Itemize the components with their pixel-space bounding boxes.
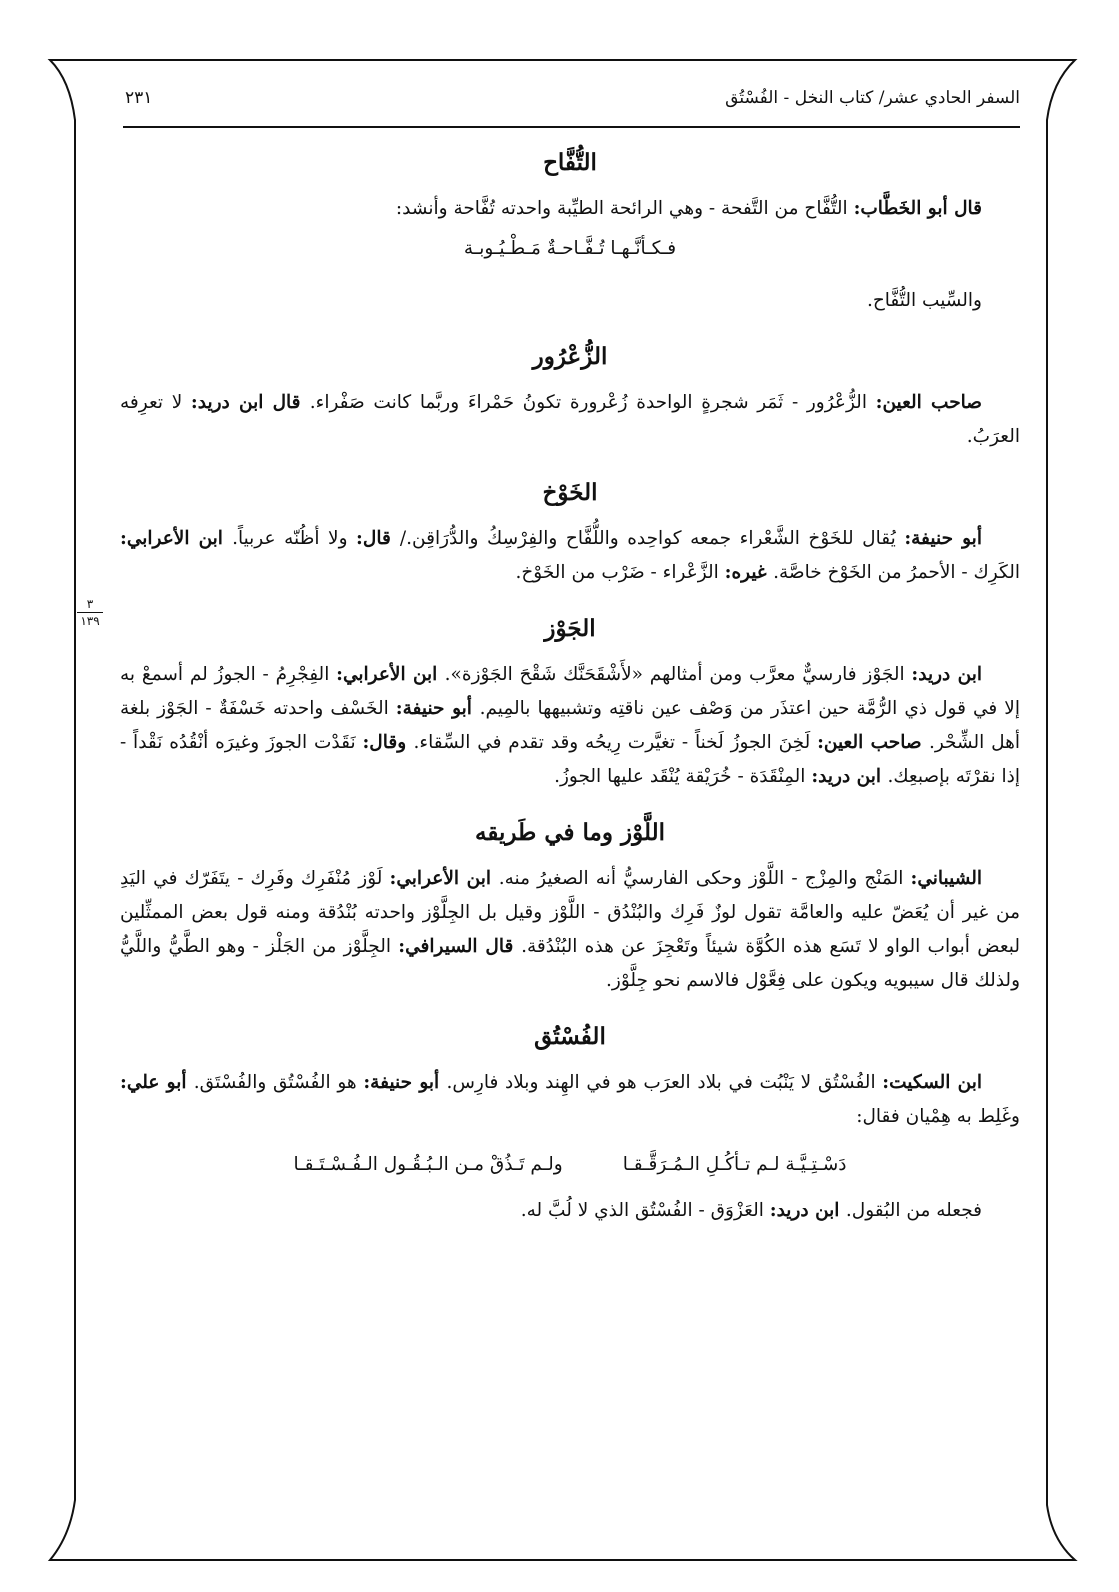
entry-text: الخَسْف واحدته خَسْفَةٌ - الجَوْز بلغة أهل الشِّحْر. <box>120 698 1020 753</box>
entry-paragraph <box>120 658 1020 794</box>
entry-paragraph <box>120 862 1020 998</box>
verse-hemistich-right: دَسْـتِـيَّـة لـم تـأكُـلِ الـمُـرَقَّـقـا <box>622 1154 847 1175</box>
speaker-name: ابن الأعرابي: <box>389 868 499 889</box>
entry-text: الفُسْتُق لا يَنْبُت في بلاد العرَب هو في الهِند وبلاد فارِس. <box>446 1072 883 1093</box>
page-number: ٢٣١ <box>125 88 153 108</box>
section-heading-tuffah: التُّفَّاح <box>543 149 597 176</box>
speaker-name: أبو حنيفة: <box>904 528 982 549</box>
entry-text: هو الفُسْتُق والفُسْتَق. <box>193 1072 364 1093</box>
marginal-ref-denominator: ١٣٩ <box>80 614 100 628</box>
entry-text: المَنْج والمِزْج - اللَّوْز وحكى الفارسيُّ أنه الصغيرُ منه. <box>498 868 911 889</box>
section-heading-jawz: الجَوْز <box>544 615 596 642</box>
speaker-name: قال ابن دريد: <box>190 392 310 413</box>
entry-text: المِنْقَدَة - خُرَيْقة يُنْقَد عليها الجوزُ. <box>554 766 812 787</box>
page-body <box>120 140 1020 1540</box>
entry-text: يُقال للخَوْخ الشَّعْراء جمعه كواحِده واللُّفَّاح والفِرْسِكُ والدُّرَاقِن./ <box>399 528 905 549</box>
verse-hemistich-left: ولـم تَـذُقْ مـن الـبُـقُـول الـفُـسْـتَـقـا <box>293 1154 563 1175</box>
speaker-name: غيره: <box>724 562 774 583</box>
speaker-name: قال: <box>356 528 400 549</box>
running-head <box>125 88 1020 118</box>
section-heading-khawkh: الخَوْخ <box>542 479 598 506</box>
speaker-name: ابن الأعرابي: <box>336 664 445 685</box>
entry-text: فجعله من البُقول. <box>845 1200 982 1221</box>
verse-couplet <box>120 1148 1020 1182</box>
entry-paragraph <box>120 1194 1020 1228</box>
speaker-name: ابن الأعرابي: <box>120 528 233 549</box>
entry-text: لَوْز مُنْفَرِك وفَرِك - يتَفَرّك في اليَدِ من غير أن يُعَضّ عليه والعامَّة تقول لوزٌ فَرِك والبُنْدُق - اللَّوْز وقيل بل الجِلَّوْز واحدته بُنْدُقة ومنه قول بعض الممثِّلين لبعض أبواب الواو لا تَسَع هذه الكُوَّة شيئاً وتَعْجِزَ عن هذه البُنْدُقة. <box>120 868 1020 957</box>
entry-text: وغَلِط به هِمْيان فقال: <box>856 1106 1020 1127</box>
section-heading-zurur: الزُّعْرُور <box>532 343 608 370</box>
verse-line: فـكـأنَّـهـا تُـفَّـاحـةٌ مَـطْـيُـوبـة <box>463 238 677 259</box>
header-rule <box>123 126 1020 128</box>
marginal-ref-rule <box>77 612 103 613</box>
entry-paragraph <box>120 386 1020 454</box>
entry-paragraph <box>120 192 1020 226</box>
entry-text: العَزْوَق - الفُسْتُق الذي لا لُبَّ له. <box>520 1200 770 1221</box>
marginal-reference <box>73 597 107 628</box>
entry-text: التُّفَّاح من التَّفحة - وهي الرائحة الطيِّبة واحدته تُفَّاحة وأنشد: <box>395 198 854 219</box>
speaker-name: قال أبو الخَطَّاب: <box>853 198 982 219</box>
speaker-name: ابن دريد: <box>811 766 888 787</box>
entry-paragraph: والسِّيب التُّفَّاح. <box>866 290 982 311</box>
speaker-name: أبو علي: <box>120 1072 194 1093</box>
entry-paragraph <box>120 1066 1020 1134</box>
entry-text: لا تعرِفه العرَبُ. <box>120 392 1020 447</box>
entry-text: الفِجْرِمُ - الجوزُ لم أسمعْ به إلا في قول ذي الرُّمَّة حين اعتذَر من وَصْف عين ناقتِه وتشبيهها بالمِيم. <box>120 664 1020 719</box>
section-heading-lawz: اللَّوْز وما في طَريقه <box>475 819 665 846</box>
entry-text: ولا أظُنّه عربياً. <box>232 528 357 549</box>
speaker-name: وقال: <box>362 732 414 753</box>
entry-paragraph <box>120 522 1020 590</box>
speaker-name: ابن السكيت: <box>882 1072 983 1093</box>
entry-text: نَقَدْت الجوزَ وغيرَه أنْقُدُه نَقْداً - إذا نقرْتَه بإصبعِك. <box>120 732 1020 787</box>
speaker-name: قال السيرافي: <box>398 936 522 957</box>
marginal-ref-numerator: ٣ <box>86 597 94 611</box>
entry-text: الجِلَّوْز من الجَلْز - وهو الطَّيُّ واللَّيُّ ولذلك قال سيبويه ويكون على فِعَّوْل فالاسم نحو جِلَّوْز. <box>120 936 1020 991</box>
section-heading-fustuq: الفُسْتُق <box>534 1023 606 1050</box>
speaker-name: أبو حنيفة: <box>395 698 480 719</box>
speaker-name: الشيباني: <box>910 868 982 889</box>
entry-text: الجَوْز فارسيٌّ معرَّب ومن أمثالهم «لأَشْقَحَنَّك شَقْحَ الجَوْزة». <box>444 664 912 685</box>
entry-text: الزَّعْراء - ضَرْب من الخَوْخ. <box>515 562 725 583</box>
speaker-name: أبو حنيفة: <box>363 1072 447 1093</box>
speaker-name: صاحب العين: <box>875 392 982 413</box>
speaker-name: ابن دريد: <box>769 1200 846 1221</box>
speaker-name: صاحب العين: <box>817 732 929 753</box>
running-title: السفر الحادي عشر/ كتاب النخل - الفُسْتُق <box>725 88 1020 108</box>
entry-text: الزُّعْرُور - ثَمَر شجرةٍ الواحدة زُعْرورة تكونُ حَمْراءَ وربَّما كانت صَفْراء. <box>309 392 876 413</box>
speaker-name: ابن دريد: <box>911 664 982 685</box>
entry-text: الكَرِك - الأحمرُ من الخَوْخ خاصَّة. <box>773 562 1020 583</box>
entry-text: لَخِنَ الجوزُ لَخناً - تغيَّرت رِيحُه وقد تقدم في السِّقاء. <box>413 732 818 753</box>
